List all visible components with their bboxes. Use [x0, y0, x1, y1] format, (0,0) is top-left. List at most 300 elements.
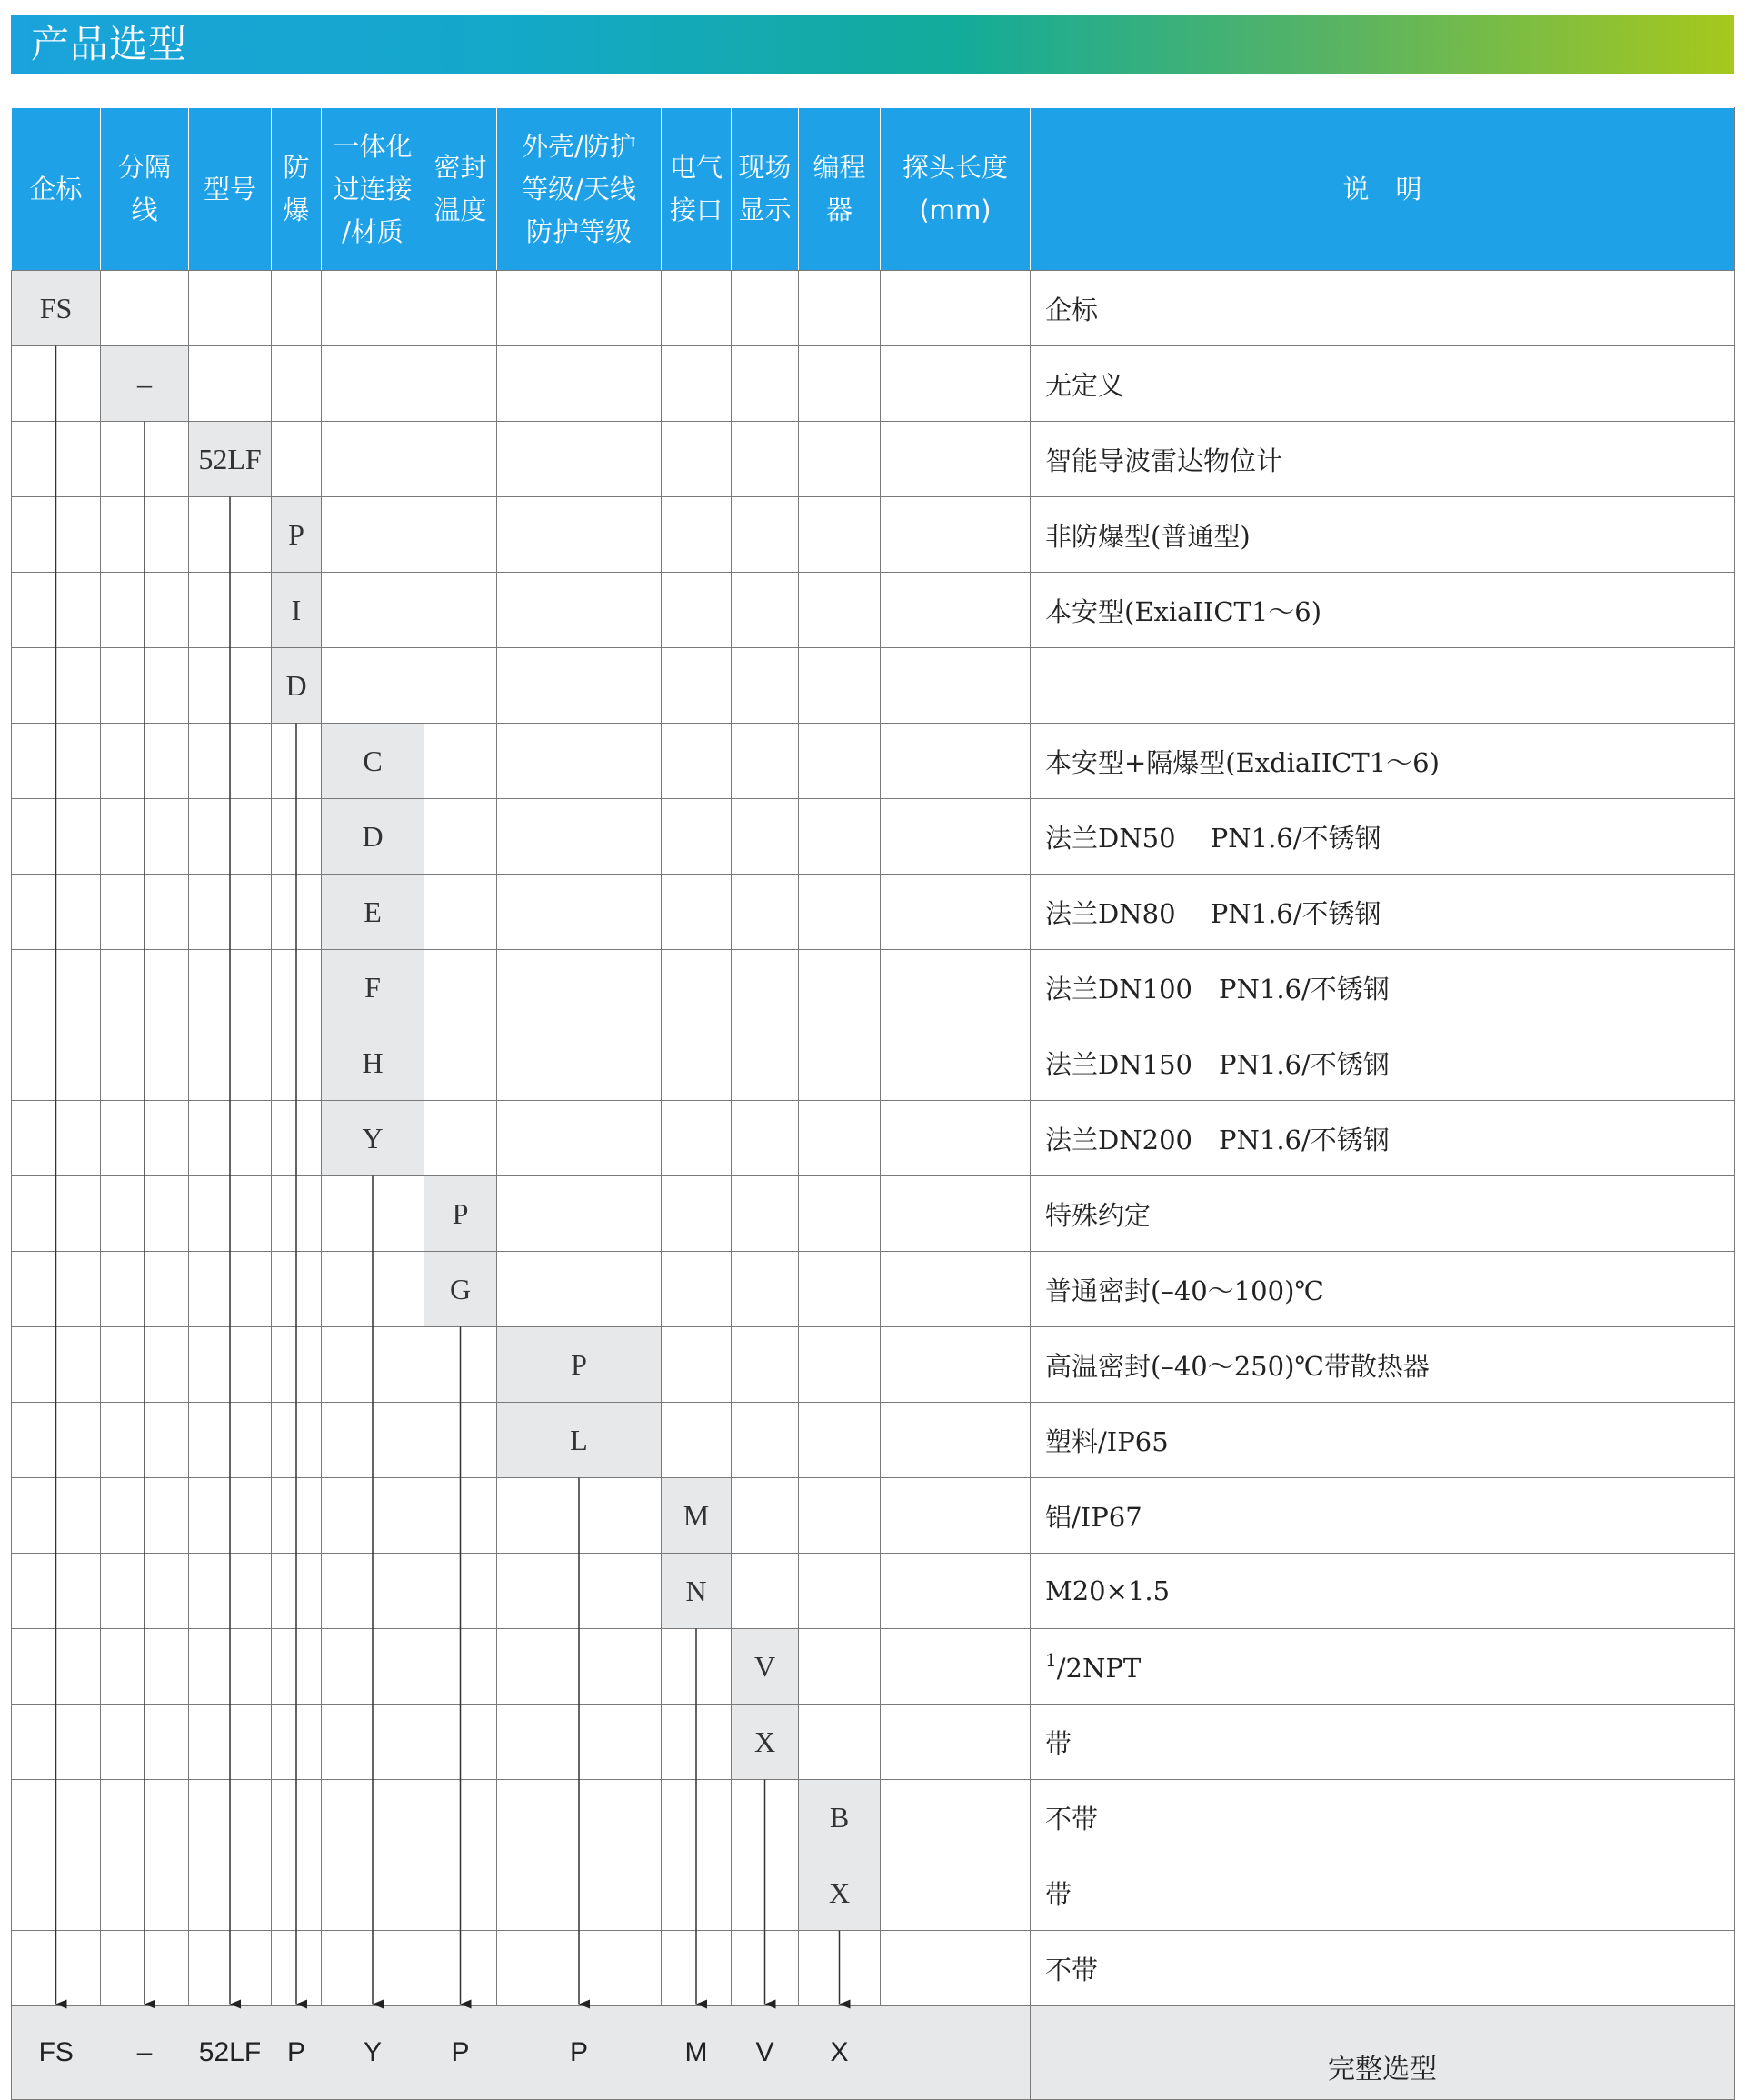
empty-cell	[101, 799, 189, 875]
empty-cell	[189, 497, 272, 573]
empty-cell	[732, 724, 799, 799]
empty-cell	[662, 799, 732, 875]
empty-cell	[662, 422, 732, 497]
empty-cell	[497, 497, 662, 573]
description-cell: 不带	[1031, 1931, 1735, 2006]
empty-cell	[101, 724, 189, 799]
empty-cell	[424, 1855, 497, 1931]
empty-cell	[662, 1252, 732, 1327]
table-row	[12, 1705, 1735, 1780]
description-cell: 智能导波雷达物位计	[1031, 422, 1735, 497]
empty-cell	[881, 875, 1031, 950]
table-row	[12, 1327, 1735, 1403]
empty-cell	[497, 1478, 662, 1554]
code-cell: B	[799, 1780, 881, 1855]
code-cell: X	[799, 1855, 881, 1931]
description-cell	[1031, 648, 1735, 724]
empty-cell	[424, 950, 497, 1025]
final-code-cell: P	[424, 2006, 497, 2100]
empty-cell	[881, 1478, 1031, 1554]
empty-cell	[101, 1780, 189, 1855]
table-row	[12, 950, 1735, 1025]
empty-cell	[881, 799, 1031, 875]
empty-cell	[799, 271, 881, 346]
empty-cell	[424, 497, 497, 573]
table-row	[12, 1931, 1735, 2006]
empty-cell	[12, 1252, 101, 1327]
table-row	[12, 1025, 1735, 1101]
header-description-label: 说 明	[1342, 173, 1422, 205]
empty-cell	[272, 1478, 322, 1554]
table-row	[12, 497, 1735, 573]
empty-cell	[497, 573, 662, 648]
empty-cell	[424, 573, 497, 648]
empty-cell	[272, 724, 322, 799]
empty-cell	[732, 346, 799, 422]
empty-cell	[101, 1931, 189, 2006]
header-housing-line3: 防护等级	[525, 215, 632, 247]
empty-cell	[799, 1176, 881, 1252]
final-empty-cell	[881, 2006, 1031, 2100]
table-row	[12, 1252, 1735, 1327]
code-cell: H	[322, 1025, 424, 1101]
table-row	[12, 573, 1735, 648]
table-row	[12, 1478, 1735, 1554]
empty-cell	[881, 648, 1031, 724]
final-code-cell: –	[101, 2006, 189, 2100]
empty-cell	[497, 950, 662, 1025]
header-explosion-proof	[272, 108, 322, 271]
empty-cell	[732, 422, 799, 497]
empty-cell	[424, 1931, 497, 2006]
code-cell: X	[732, 1705, 799, 1780]
empty-cell	[881, 346, 1031, 422]
empty-cell	[662, 1705, 732, 1780]
table-row	[12, 799, 1735, 875]
empty-cell	[272, 1252, 322, 1327]
code-cell: M	[662, 1478, 732, 1554]
empty-cell	[799, 799, 881, 875]
empty-cell	[799, 422, 881, 497]
empty-cell	[101, 1176, 189, 1252]
header-probe-length	[881, 108, 1031, 271]
empty-cell	[881, 1780, 1031, 1855]
empty-cell	[189, 950, 272, 1025]
empty-cell	[497, 1705, 662, 1780]
empty-cell	[732, 1931, 799, 2006]
empty-cell	[497, 1025, 662, 1101]
empty-cell	[799, 497, 881, 573]
empty-cell	[881, 1327, 1031, 1403]
description-cell: 法兰DN150 PN1.6/不锈钢	[1031, 1025, 1735, 1101]
empty-cell	[662, 950, 732, 1025]
code-cell: F	[322, 950, 424, 1025]
code-cell: Y	[322, 1101, 424, 1176]
empty-cell	[12, 799, 101, 875]
header-housing-protection	[497, 108, 662, 271]
empty-cell	[189, 1403, 272, 1478]
code-cell: P	[272, 497, 322, 573]
table-row	[12, 1629, 1735, 1705]
empty-cell	[881, 422, 1031, 497]
empty-cell	[799, 1705, 881, 1780]
empty-cell	[497, 799, 662, 875]
empty-cell	[101, 1025, 189, 1101]
header-display-line2: 显示	[738, 195, 792, 225]
empty-cell	[189, 1855, 272, 1931]
empty-cell	[101, 271, 189, 346]
empty-cell	[662, 1780, 732, 1855]
empty-cell	[101, 497, 189, 573]
empty-cell	[101, 1629, 189, 1705]
empty-cell	[101, 1855, 189, 1931]
fraction-superscript: 1	[1045, 1649, 1057, 1671]
empty-cell	[322, 346, 424, 422]
empty-cell	[497, 875, 662, 950]
empty-cell	[732, 1403, 799, 1478]
empty-cell	[881, 1629, 1031, 1705]
empty-cell	[12, 1554, 101, 1629]
empty-cell	[732, 1176, 799, 1252]
empty-cell	[322, 1780, 424, 1855]
empty-cell	[12, 1176, 101, 1252]
final-code-cell: V	[732, 2006, 799, 2100]
empty-cell	[189, 875, 272, 950]
empty-cell	[322, 1478, 424, 1554]
empty-cell	[12, 1705, 101, 1780]
empty-cell	[12, 724, 101, 799]
empty-cell	[497, 1780, 662, 1855]
header-explosion-line1: 防	[283, 152, 310, 183]
empty-cell	[424, 1780, 497, 1855]
description-cell	[1031, 1629, 1735, 1705]
empty-cell	[662, 1025, 732, 1101]
final-code-cell: P	[497, 2006, 662, 2100]
code-cell: V	[732, 1629, 799, 1705]
table-row	[12, 346, 1735, 422]
code-cell: C	[322, 724, 424, 799]
empty-cell	[799, 1403, 881, 1478]
empty-cell	[799, 346, 881, 422]
empty-cell	[497, 1176, 662, 1252]
empty-cell	[189, 1780, 272, 1855]
empty-cell	[272, 1554, 322, 1629]
empty-cell	[322, 1629, 424, 1705]
empty-cell	[272, 950, 322, 1025]
header-seal-temperature	[424, 108, 497, 271]
header-programmer-line2: 器	[825, 195, 853, 225]
description-cell: 本安型+隔爆型(ExdiaIICT1～6)	[1031, 724, 1735, 799]
complete-selection-label: 完整选型	[1031, 2006, 1735, 2100]
empty-cell	[799, 1478, 881, 1554]
empty-cell	[12, 1403, 101, 1478]
empty-cell	[189, 1252, 272, 1327]
empty-cell	[732, 875, 799, 950]
empty-cell	[497, 724, 662, 799]
table-row	[12, 1855, 1735, 1931]
empty-cell	[322, 1931, 424, 2006]
empty-cell	[732, 271, 799, 346]
code-cell: G	[424, 1252, 497, 1327]
header-electrical-line1: 电气	[669, 152, 723, 183]
empty-cell	[101, 1252, 189, 1327]
empty-cell	[12, 1101, 101, 1176]
empty-cell	[272, 1025, 322, 1101]
empty-cell	[189, 1025, 272, 1101]
empty-cell	[424, 799, 497, 875]
empty-cell	[12, 1478, 101, 1554]
empty-cell	[662, 1101, 732, 1176]
empty-cell	[101, 1705, 189, 1780]
description-cell: 高温密封(–40～250)℃带散热器	[1031, 1327, 1735, 1403]
empty-cell	[732, 1025, 799, 1101]
empty-cell	[101, 1327, 189, 1403]
empty-cell	[272, 1855, 322, 1931]
empty-cell	[662, 1327, 732, 1403]
empty-cell	[424, 1025, 497, 1101]
header-display-line1: 现场	[738, 152, 792, 183]
empty-cell	[12, 497, 101, 573]
empty-cell	[272, 1176, 322, 1252]
empty-cell	[189, 799, 272, 875]
empty-cell	[322, 1855, 424, 1931]
table-row	[12, 271, 1735, 346]
empty-cell	[101, 422, 189, 497]
empty-cell	[272, 346, 322, 422]
header-programmer-line1: 编程	[813, 152, 866, 183]
empty-cell	[799, 648, 881, 724]
empty-cell	[662, 271, 732, 346]
empty-cell	[881, 724, 1031, 799]
code-cell: P	[497, 1327, 662, 1403]
empty-cell	[101, 1403, 189, 1478]
empty-cell	[189, 1176, 272, 1252]
empty-cell	[424, 1101, 497, 1176]
empty-cell	[12, 1327, 101, 1403]
empty-cell	[732, 648, 799, 724]
empty-cell	[799, 1931, 881, 2006]
empty-cell	[881, 1025, 1031, 1101]
empty-cell	[732, 950, 799, 1025]
empty-cell	[424, 1403, 497, 1478]
empty-cell	[189, 724, 272, 799]
empty-cell	[272, 1101, 322, 1176]
empty-cell	[101, 1101, 189, 1176]
header-local-display	[732, 108, 799, 271]
empty-cell	[662, 346, 732, 422]
empty-cell	[322, 1252, 424, 1327]
empty-cell	[272, 799, 322, 875]
empty-cell	[881, 1176, 1031, 1252]
empty-cell	[12, 648, 101, 724]
empty-cell	[497, 1101, 662, 1176]
empty-cell	[424, 1554, 497, 1629]
empty-cell	[189, 648, 272, 724]
final-code-cell: P	[272, 2006, 322, 2100]
empty-cell	[799, 875, 881, 950]
empty-cell	[881, 1855, 1031, 1931]
empty-cell	[497, 648, 662, 724]
empty-cell	[322, 1554, 424, 1629]
empty-cell	[799, 1629, 881, 1705]
description-cell: 带	[1031, 1705, 1735, 1780]
empty-cell	[732, 1101, 799, 1176]
code-cell: P	[424, 1176, 497, 1252]
empty-cell	[497, 346, 662, 422]
empty-cell	[881, 1705, 1031, 1780]
description-cell: 普通密封(–40～100)℃	[1031, 1252, 1735, 1327]
description-cell: M20×1.5	[1031, 1554, 1735, 1629]
empty-cell	[12, 573, 101, 648]
empty-cell	[881, 1403, 1031, 1478]
empty-cell	[272, 1780, 322, 1855]
empty-cell	[189, 573, 272, 648]
code-cell: N	[662, 1554, 732, 1629]
empty-cell	[497, 1629, 662, 1705]
empty-cell	[424, 422, 497, 497]
empty-cell	[799, 1327, 881, 1403]
description-cell: 法兰DN100 PN1.6/不锈钢	[1031, 950, 1735, 1025]
empty-cell	[732, 1327, 799, 1403]
code-cell: L	[497, 1403, 662, 1478]
description-cell: 本安型(ExiaIICT1～6)	[1031, 573, 1735, 648]
code-cell: I	[272, 573, 322, 648]
empty-cell	[424, 724, 497, 799]
empty-cell	[424, 1478, 497, 1554]
empty-cell	[101, 1554, 189, 1629]
empty-cell	[881, 271, 1031, 346]
code-cell: D	[322, 799, 424, 875]
empty-cell	[189, 1629, 272, 1705]
empty-cell	[881, 1931, 1031, 2006]
header-probe-line1: 探头长度	[902, 152, 1008, 183]
empty-cell	[799, 1025, 881, 1101]
empty-cell	[732, 1478, 799, 1554]
header-housing-line2: 等级/天线	[522, 173, 636, 205]
header-company-standard-label: 企标	[29, 173, 83, 205]
empty-cell	[424, 648, 497, 724]
table-row	[12, 1780, 1735, 1855]
final-code-cell: FS	[12, 2006, 101, 2100]
code-cell: D	[272, 648, 322, 724]
empty-cell	[189, 1554, 272, 1629]
empty-cell	[497, 1554, 662, 1629]
empty-cell	[272, 1705, 322, 1780]
empty-cell	[799, 573, 881, 648]
empty-cell	[662, 648, 732, 724]
header-model	[189, 108, 272, 271]
empty-cell	[732, 1252, 799, 1327]
code-cell: FS	[12, 271, 101, 346]
code-cell: E	[322, 875, 424, 950]
header-separator-line2: 线	[131, 195, 158, 225]
header-housing-line1: 外壳/防护	[522, 130, 636, 162]
description-cell: 法兰DN200 PN1.6/不锈钢	[1031, 1101, 1735, 1176]
empty-cell	[662, 497, 732, 573]
header-electrical-line2: 接口	[669, 195, 723, 225]
header-connection-line1: 一体化	[333, 130, 413, 162]
empty-cell	[799, 1554, 881, 1629]
empty-cell	[12, 1629, 101, 1705]
empty-cell	[272, 875, 322, 950]
table-row	[12, 422, 1735, 497]
empty-cell	[12, 1780, 101, 1855]
header-process-connection	[322, 108, 424, 271]
empty-cell	[881, 1554, 1031, 1629]
header-seal-line2: 温度	[434, 195, 487, 225]
empty-cell	[322, 497, 424, 573]
empty-cell	[12, 422, 101, 497]
empty-cell	[799, 724, 881, 799]
empty-cell	[881, 497, 1031, 573]
empty-cell	[881, 1101, 1031, 1176]
description-cell: 带	[1031, 1855, 1735, 1931]
header-description	[1031, 108, 1735, 271]
fraction-text: /2NPT	[1056, 1653, 1142, 1684]
final-code-cell: 52LF	[189, 2006, 272, 2100]
table-row	[12, 648, 1735, 724]
table-row	[12, 1101, 1735, 1176]
header-probe-line2: (mm)	[919, 195, 992, 225]
empty-cell	[189, 1705, 272, 1780]
empty-cell	[322, 1176, 424, 1252]
table-row	[12, 875, 1735, 950]
code-cell: –	[101, 346, 189, 422]
header-explosion-line2: 爆	[283, 195, 310, 225]
empty-cell	[732, 573, 799, 648]
header-model-label: 型号	[203, 173, 256, 205]
empty-cell	[662, 1629, 732, 1705]
empty-cell	[881, 573, 1031, 648]
empty-cell	[101, 1478, 189, 1554]
empty-cell	[799, 950, 881, 1025]
empty-cell	[662, 1176, 732, 1252]
empty-cell	[881, 1252, 1031, 1327]
description-cell: 法兰DN80 PN1.6/不锈钢	[1031, 875, 1735, 950]
header-seal-line1: 密封	[434, 152, 487, 183]
empty-cell	[272, 1327, 322, 1403]
table-row	[12, 724, 1735, 799]
empty-cell	[799, 1101, 881, 1176]
empty-cell	[101, 875, 189, 950]
empty-cell	[662, 875, 732, 950]
description-cell: 特殊约定	[1031, 1176, 1735, 1252]
empty-cell	[101, 573, 189, 648]
header-company-standard	[12, 108, 101, 271]
description-cell: 无定义	[1031, 346, 1735, 422]
header-connection-line3: /材质	[342, 215, 404, 247]
empty-cell	[732, 1855, 799, 1931]
empty-cell	[322, 648, 424, 724]
empty-cell	[189, 1478, 272, 1554]
empty-cell	[662, 573, 732, 648]
empty-cell	[189, 1931, 272, 2006]
empty-cell	[662, 1931, 732, 2006]
title-banner	[11, 15, 1734, 74]
table-row	[12, 1554, 1735, 1629]
empty-cell	[272, 271, 322, 346]
empty-cell	[272, 1931, 322, 2006]
empty-cell	[662, 724, 732, 799]
description-cell: 塑料/IP65	[1031, 1403, 1735, 1478]
empty-cell	[424, 1629, 497, 1705]
empty-cell	[881, 950, 1031, 1025]
empty-cell	[12, 875, 101, 950]
description-cell: 非防爆型(普通型)	[1031, 497, 1735, 573]
empty-cell	[732, 1554, 799, 1629]
model-selection-table	[11, 107, 1735, 2100]
empty-cell	[189, 271, 272, 346]
